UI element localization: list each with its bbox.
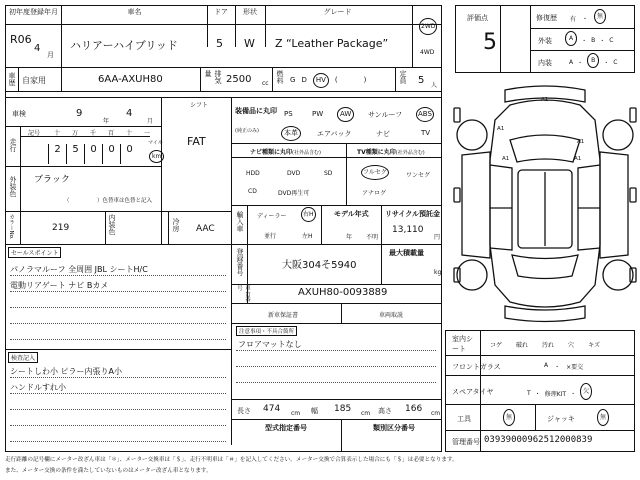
mileage-unit-km-circled: km xyxy=(149,150,164,163)
body-shape: W xyxy=(244,37,255,50)
use-value: 自家用 xyxy=(22,76,46,85)
digit-header-symbol: 記号 xyxy=(27,130,40,137)
inspection-year: 9 xyxy=(76,108,83,119)
type-designation-label: 型式指定番号 xyxy=(265,424,307,432)
tv-analog: アナログ xyxy=(362,190,387,197)
shift-value: FAT xyxy=(187,135,206,148)
interior-seat-label: 室内シート xyxy=(452,335,473,353)
repair-options xyxy=(570,12,606,24)
height-label: 高さ xyxy=(378,407,392,415)
navi-hdd: HDD xyxy=(246,170,260,177)
import-parallel: 並行 xyxy=(264,233,277,240)
equipment-leather-circled: 本革 xyxy=(281,126,301,141)
width-unit: cm xyxy=(361,410,371,417)
sep: ・ xyxy=(534,390,541,398)
exterior-color-value: ブラック xyxy=(34,175,70,185)
tv-label-sub: (社外品含む) xyxy=(395,150,425,156)
import-right-hand-circled: 右H xyxy=(301,207,316,222)
diagram-mark-a1: A1 xyxy=(541,97,549,103)
first-reg-month-unit: 月 xyxy=(47,51,54,59)
inspection-month: 4 xyxy=(126,108,133,119)
fuel-hybrid-circled: HV xyxy=(313,73,329,88)
seat-stain: 汚れ xyxy=(542,342,555,349)
shift-label: シフト xyxy=(190,102,209,109)
drive-2wd-circled: 2WD xyxy=(419,18,437,35)
equipment-label-sub: (純正のみ) xyxy=(235,128,259,134)
spare-missing-circled: 欠 xyxy=(580,383,592,400)
repair-sep: ・ xyxy=(582,15,589,23)
spare-tire-label: スペアタイヤ xyxy=(452,388,494,396)
fuel-other-close: ) xyxy=(363,76,367,84)
import-label: 輸入車 xyxy=(236,211,244,232)
mileage-digit: 0 xyxy=(120,144,138,164)
equipment-aw-circled: AW xyxy=(337,107,354,122)
sales-point-line-1: パノラマルーフ 全周囲 JBL シートH/C xyxy=(10,265,148,274)
width-label: 幅 xyxy=(311,407,318,415)
fuel-gasoline: G xyxy=(290,76,296,84)
chassis-label: 車台番号 xyxy=(236,285,250,302)
fuel-options xyxy=(290,76,366,88)
model-year-unit: 年 xyxy=(346,234,353,241)
shape-label: 形状 xyxy=(243,8,257,16)
inspection-label: 車検 xyxy=(12,110,26,118)
seat-items xyxy=(490,340,600,349)
tv-oneseg: ワンセグ xyxy=(406,172,431,179)
sep: ・ xyxy=(577,59,584,67)
mileage-digit: 5 xyxy=(66,144,84,164)
car-name-label: 車名 xyxy=(127,8,142,16)
first-reg-label: 初年度登録年月 xyxy=(9,8,58,16)
chassis-value: AXUH80-0093889 xyxy=(298,287,388,298)
notes-label: 注意事項・不具合箇所 xyxy=(236,326,297,336)
diagram-mark-a1: A1 xyxy=(574,156,582,162)
equipment-navi: ナビ xyxy=(376,130,390,138)
length-unit: cm xyxy=(291,410,301,417)
mileage-digit: 2 xyxy=(48,144,66,164)
color-no-label: カラーNo. xyxy=(8,214,14,240)
model-year-unknown: 不明 xyxy=(366,234,379,241)
sep: ・ xyxy=(554,364,561,371)
use-label: 車歴 xyxy=(8,72,16,86)
inspector-label: 検査記入 xyxy=(8,352,38,363)
mileage-unit-mile: マイル xyxy=(148,140,163,146)
max-load-unit: kg xyxy=(434,269,442,276)
inspector-line-2: ハンドルすれ小 xyxy=(10,383,66,392)
sales-point-label: セールスポイント xyxy=(8,247,61,258)
notes-text: フロアマットなし xyxy=(238,340,302,349)
diagram-mark-a1: A1 xyxy=(497,126,505,132)
height-value: 166 xyxy=(405,404,423,414)
management-no-value: 03939000962512000839 xyxy=(484,435,593,445)
length-label: 長さ xyxy=(237,407,251,415)
digit-header-10: 十 xyxy=(125,130,132,137)
displacement-value: 2500 xyxy=(226,74,252,85)
recycle-unit: 円 xyxy=(434,234,441,241)
digit-header-1: 一 xyxy=(143,130,150,137)
seat-burn: コゲ xyxy=(490,342,503,349)
mileage-digits xyxy=(20,144,138,164)
diagram-mark-a1: A1 xyxy=(502,156,510,162)
seat-hole: 穴 xyxy=(568,342,575,349)
windshield-label: フロントガラス xyxy=(452,363,501,371)
sales-point-line-2: 電動リアゲート ナビ Bカメ xyxy=(10,281,109,290)
capacity-unit: 人 xyxy=(431,82,438,89)
recycle-label: リサイクル預託金 xyxy=(385,210,441,218)
door-count: 5 xyxy=(216,37,223,50)
interior-color-label: 内装色 xyxy=(108,214,116,235)
windshield-a: A xyxy=(544,362,549,369)
class-number-label: 類別区分番号 xyxy=(373,424,415,432)
model-year-label: モデル年式 xyxy=(334,210,369,218)
navi-dvd-playback: DVD再生可 xyxy=(278,190,310,197)
management-no-label: 管理番号 xyxy=(452,438,480,446)
spare-tire-options xyxy=(527,386,592,400)
navi-label-sub: (社外品含む) xyxy=(292,150,321,156)
repair-yes: 有 xyxy=(570,15,577,23)
digit-header-10k: 万 xyxy=(71,130,78,137)
ac-value: AAC xyxy=(196,224,215,234)
import-dealer: ディーラー xyxy=(257,213,287,220)
auction-sheet-main xyxy=(5,5,442,452)
registration-value: 大阪304そ5940 xyxy=(282,260,357,271)
ac-label: 冷房 xyxy=(172,218,180,232)
mileage-digit: 0 xyxy=(84,144,102,164)
exterior-color-note: （ ）色替車は色替と記入 xyxy=(64,198,153,204)
inspection-year-unit: 年 xyxy=(103,118,110,125)
navi-label-text: ナビ種類に丸印 xyxy=(250,149,293,156)
recycle-value: 13,110 xyxy=(392,225,424,235)
equipment-ps: PS xyxy=(284,110,293,118)
inspection-month-unit: 月 xyxy=(147,118,154,125)
inspector-line-1: シートしわ小 ピラー内張りA小 xyxy=(10,367,123,376)
navi-label xyxy=(250,147,321,156)
first-reg-year: R06 xyxy=(10,33,32,46)
exterior-color-label: 外装色 xyxy=(9,176,17,197)
car-damage-diagram xyxy=(450,80,640,325)
jack-value-circled: 無 xyxy=(597,409,609,426)
interior-grade-c: C xyxy=(613,58,618,66)
mileage-digit-headers xyxy=(20,128,156,137)
navi-cd: CD xyxy=(248,188,257,195)
tv-fullseg-circled: フルセグ xyxy=(361,165,389,180)
interior-grade-a: A xyxy=(569,58,574,66)
color-no-value: 219 xyxy=(52,223,70,233)
equipment-tv: TV xyxy=(421,129,431,137)
door-label: ドア xyxy=(214,8,228,16)
exterior-grade-c: C xyxy=(609,36,614,44)
equipment-pw: PW xyxy=(312,110,324,118)
digit-header-100: 百 xyxy=(107,130,114,137)
interior-grade-options xyxy=(569,56,617,68)
seat-tear: 破れ xyxy=(516,342,529,349)
footer-note-2: また、メーター交換の条件を満たしていないものはメーター改ざん車となります。 xyxy=(5,468,212,474)
score-label: 評価点 xyxy=(467,14,488,22)
tv-label-text: TV種類に丸印 xyxy=(357,149,396,156)
diagram-mark-a1: A1 xyxy=(577,139,585,145)
displacement-label: 排気量 xyxy=(204,70,222,84)
exterior-grade-label: 外装 xyxy=(538,37,552,45)
sep: ・ xyxy=(599,37,606,45)
import-left-hand: 左H xyxy=(302,233,313,240)
width-value: 185 xyxy=(334,404,352,414)
tools-value-circled: 無 xyxy=(503,409,515,426)
spare-repair-kit: 修理KIT xyxy=(544,390,567,398)
registration-label: 登録番号 xyxy=(236,248,244,276)
score-value: 5 xyxy=(483,30,497,55)
length-value: 474 xyxy=(263,404,281,414)
grade-label: グレード xyxy=(323,8,352,16)
tab-new-car-warranty[interactable]: 新車保証書 xyxy=(268,312,299,319)
exterior-grade-options xyxy=(565,34,613,46)
windshield-replace: ×要交 xyxy=(566,364,584,371)
first-reg-month: 4 xyxy=(34,43,41,54)
exterior-grade-b: B xyxy=(591,36,596,44)
model-code: 6AA-AXUH80 xyxy=(98,74,163,85)
tv-label xyxy=(357,147,425,156)
navi-sd: SD xyxy=(324,170,333,177)
capacity-value: 5 xyxy=(418,75,425,86)
sep: ・ xyxy=(570,390,577,398)
grade-value: Z “Leather Package” xyxy=(275,37,389,50)
digit-header-1k: 千 xyxy=(89,130,96,137)
drive-4wd: 4WD xyxy=(420,49,435,56)
sep: ・ xyxy=(581,37,588,45)
navi-dvd: DVD xyxy=(287,170,301,177)
fuel-diesel: D xyxy=(301,76,307,84)
displacement-unit: cc xyxy=(262,80,269,87)
exterior-grade-a-circled: A xyxy=(565,31,577,46)
mileage-digit: 0 xyxy=(102,144,120,164)
capacity-label: 定員 xyxy=(399,70,407,84)
fuel-other-open: ( xyxy=(334,76,338,84)
tools-label: 工具 xyxy=(457,415,471,423)
digit-header-100k: 十 xyxy=(53,130,60,137)
equipment-abs-circled: ABS xyxy=(416,107,434,122)
repair-history-label: 修復歴 xyxy=(536,14,557,22)
interior-grade-b-circled: B xyxy=(587,53,599,68)
fuel-label: 燃料 xyxy=(276,70,284,84)
sep: ・ xyxy=(603,59,610,67)
equipment-sunroof: サンルーフ xyxy=(368,111,403,119)
equipment-airbag: エアバック xyxy=(317,130,352,138)
jack-label: ジャッキ xyxy=(547,415,575,423)
interior-grade-label: 内装 xyxy=(538,59,552,67)
windshield-options xyxy=(544,362,583,371)
height-unit: cm xyxy=(431,410,441,417)
equipment-label: 装備品に丸印 xyxy=(235,107,277,115)
repair-no-circled: 無 xyxy=(594,9,606,24)
seat-scratch: キズ xyxy=(588,342,600,349)
car-name: ハリアーハイブリッド xyxy=(70,39,178,52)
max-load-label: 最大積載量 xyxy=(389,249,424,257)
spare-tire-t: T xyxy=(527,389,531,397)
footer-note-1: 走行距離の記号欄にメーター改ざん車は「＊」、メーター交換車は「＄」、走行不明車は「＃」を記入してください。メーター交換で合算表示した場合にも「＄」は必要となります。 xyxy=(5,457,458,463)
tab-vehicle-manual[interactable]: 車両取説 xyxy=(379,312,404,319)
mileage-symbol xyxy=(20,144,48,164)
mileage-label: 走行 xyxy=(9,138,17,152)
